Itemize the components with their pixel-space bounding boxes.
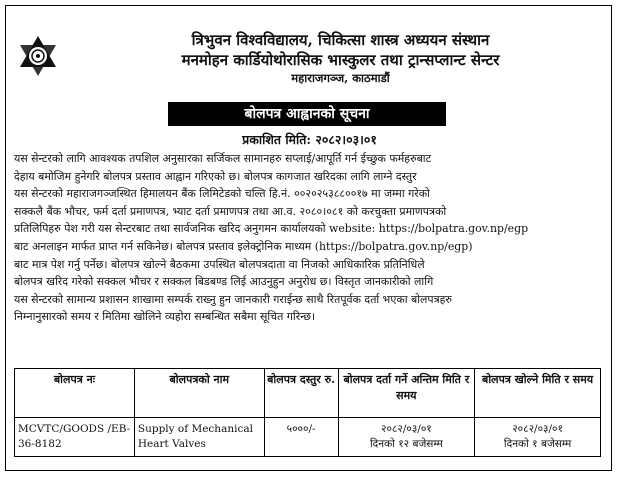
- body-line: बोलपत्र खरिद गरेको सक्कल भौचर र सक्कल बिडबण्ड लिई आउनुहुन अनुरोध छ। विस्तृत जानकारीको लागि: [14, 275, 434, 289]
- notice-body: [14, 150, 612, 326]
- opening-date: २०८२/०३/०१: [512, 423, 563, 435]
- col-header-fee: बोलपत्र दस्तुर रु.: [264, 369, 338, 418]
- tender-deadline: [338, 418, 475, 457]
- col-header-name: बोलपत्रको नाम: [134, 369, 264, 418]
- body-line: यस सेन्टरको लागि आवश्यक तपशिल अनुसारका सर्जिकल सामानहरु सप्लाई/आपूर्ति गर्न ईच्छुक फर्महरुबाट: [14, 152, 432, 165]
- body-line: यस सेन्टरको महाराजगञ्जस्थित हिमालयन बैंक लिमिटेडको चल्ति हि.नं. ००२०२५३८८००१७ मा जम्मा गरेको: [14, 187, 430, 201]
- body-line: प्रतिलिपिहरु पेश गरी यस सेन्टरबाट तथा सार्वजनिक खरिद अनुगमन कार्यालयको website: https://bolpatra.gov.np/egp: [14, 222, 529, 236]
- body-line: सक्कलै बैंक भौचर, फर्म दर्ता प्रमाणपत्र, भ्याट दर्ता प्रमाणपत्र तथा आ.व. २०८०।०८१ को करचुक्ता प्रमाणपत्रको: [14, 204, 447, 218]
- body-line: बाट अनलाइन मार्फत प्राप्त गर्न सकिनेछ। बोलपत्र प्रस्ताव इलेक्ट्रोनिक माध्यम (https://bolpatra.gov.np/egp): [14, 239, 473, 253]
- opening-time: दिनको १ बजेसम्म: [503, 438, 572, 450]
- col-header-deadline: बोलपत्र दर्ता गर्ने अन्तिम मिति र समय: [338, 369, 475, 418]
- notice-title: बोलपत्र आह्वानको सूचना: [168, 102, 446, 126]
- university-logo-icon: [16, 34, 60, 78]
- body-line: निम्नानुसारको समय र मितिमा खोलिने व्यहोरा सम्बन्धित सबैमा सूचित गरिन्छ।: [14, 310, 316, 324]
- table-row: [15, 418, 601, 457]
- header-center: मनमोहन कार्डियोथोरासिक भास्कुलर तथा ट्रान्सप्लान्ट सेन्टर: [181, 51, 500, 69]
- table-header-row: [15, 369, 601, 418]
- published-date: प्रकाशित मिति: २०८२।०३।०१: [242, 132, 377, 147]
- body-line: देहाय बमोजिम हुनेगरि बोलपत्र प्रस्ताव आह्वान गरिएको छ। बोलपत्र कागजात खरिदका लागि लाग्ने दस्तुर: [14, 169, 417, 183]
- col-header-number: बोलपत्र नः: [15, 369, 135, 418]
- tender-table: [14, 368, 601, 457]
- body-line: यस सेन्टरको सामान्य प्रशासन शाखामा सम्पर्क राख्नु हुन जानकारी गराईन्छ साथै रितपूर्वक दर्ता भएका बोलपत्रहरु: [14, 292, 452, 306]
- body-line: बाट मात्र पेश गर्नु पर्नेछ। बोलपत्र खोल्ने बैठकमा उपस्थित बोलपत्रदाता वा निजको आधिकारिक प्रतिनिधिले: [14, 257, 425, 271]
- deadline-time: दिनको १२ बजेसम्म: [369, 438, 443, 450]
- tender-fee: ५०००/-: [264, 418, 338, 457]
- tender-number: MCVTC/GOODS /EB-36-8182: [15, 418, 135, 457]
- deadline-date: २०८२/०३/०१: [380, 423, 432, 435]
- tender-opening: [475, 418, 601, 457]
- col-header-opening: बोलपत्र खोल्ने मिति र समय: [475, 369, 601, 418]
- tender-name: Supply of Mechanical Heart Valves: [134, 418, 264, 457]
- header-institute: त्रिभुवन विश्वविद्यालय, चिकित्सा शास्त्र अध्ययन संस्थान: [191, 31, 490, 49]
- header-address: महाराजगञ्ज, काठमाडौं: [291, 71, 390, 85]
